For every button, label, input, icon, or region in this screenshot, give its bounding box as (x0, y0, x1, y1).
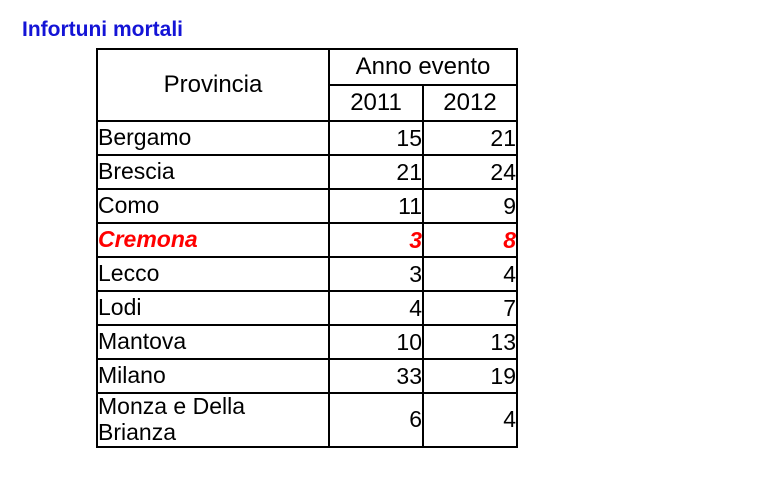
cell-2012: 4 (423, 393, 517, 447)
cell-2012: 4 (423, 257, 517, 291)
table-row (97, 257, 517, 291)
cell-2012: 19 (423, 359, 517, 393)
cell-2011: 11 (329, 189, 423, 223)
table-row (97, 393, 517, 447)
cell-province: Lecco (97, 257, 329, 291)
table-row (97, 155, 517, 189)
fatal-injuries-table (96, 48, 518, 448)
header-year-2012: 2012 (423, 85, 517, 121)
cell-2011: 6 (329, 393, 423, 447)
cell-province: Milano (97, 359, 329, 393)
cell-2011: 15 (329, 121, 423, 155)
cell-province: Bergamo (97, 121, 329, 155)
cell-2012: 24 (423, 155, 517, 189)
table-body (97, 121, 517, 447)
cell-province: Como (97, 189, 329, 223)
page-title: Infortuni mortali (22, 18, 183, 41)
cell-2012: 7 (423, 291, 517, 325)
cell-province: Monza e Della Brianza (97, 393, 329, 447)
cell-province: Mantova (97, 325, 329, 359)
cell-2011: 33 (329, 359, 423, 393)
table-row-highlighted (97, 223, 517, 257)
table-row (97, 121, 517, 155)
header-year-group: Anno evento (329, 49, 517, 85)
cell-province: Brescia (97, 155, 329, 189)
table-container (96, 48, 518, 448)
cell-2012: 21 (423, 121, 517, 155)
cell-2012: 9 (423, 189, 517, 223)
table-row (97, 291, 517, 325)
table-row (97, 189, 517, 223)
header-year-2011: 2011 (329, 85, 423, 121)
table-header-row-1 (97, 49, 517, 85)
table-row (97, 325, 517, 359)
table-row (97, 359, 517, 393)
cell-2011: 3 (329, 223, 423, 257)
cell-2011: 21 (329, 155, 423, 189)
cell-province: Lodi (97, 291, 329, 325)
cell-2011: 3 (329, 257, 423, 291)
cell-2011: 10 (329, 325, 423, 359)
table-header (97, 49, 517, 121)
cell-2012: 8 (423, 223, 517, 257)
cell-2012: 13 (423, 325, 517, 359)
cell-2011: 4 (329, 291, 423, 325)
header-province: Provincia (97, 49, 329, 121)
cell-province: Cremona (97, 223, 329, 257)
